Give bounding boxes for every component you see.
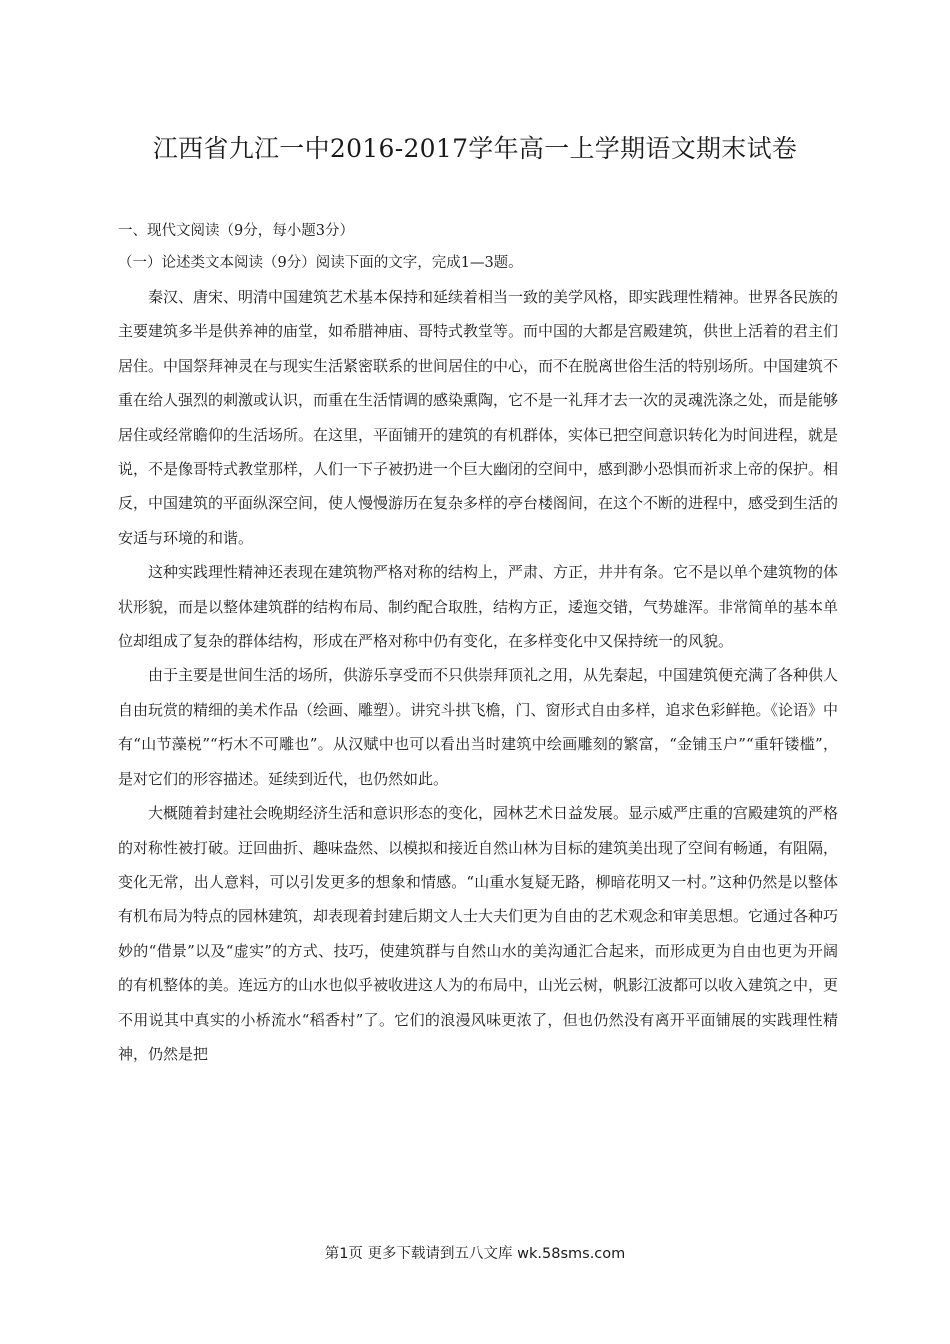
paragraph-1: 秦汉、唐宋、明清中国建筑艺术基本保持和延续着相当一致的美学风格，即实践理性精神。世界各民族的主要建筑多半是供养神的庙堂，如希腊神庙、哥特式教堂等。而中国的大都是宫殿建筑，供世上活着的君主们居住。中国祭拜神灵在与现实生活紧密联系的世间居住的中心，而不在脱离世俗生活的特别场所。中国建筑不重在给人强烈的刺激或认识，而重在生活情调的感染熏陶，它不是一礼拜才去一次的灵魂洗涤之处，而是能够居住或经常瞻仰的生活场所。在这里，平面铺开的建筑的有机群体，实体已把空间意识转化为时间进程，就是说，不是像哥特式教堂那样，人们一下子被扔进一个巨大幽闭的空间中，感到渺小恐惧而祈求上帝的保护。相反，中国建筑的平面纵深空间，使人慢慢游历在复杂多样的亭台楼阁间，在这个不断的进程中，感受到生活的安适与环境的和谐。: [118, 288, 839, 547]
paragraph-2: 这种实践理性精神还表现在建筑物严格对称的结构上，严肃、方正，井井有条。它不是以单个建筑物的体状形貌，而是以整体建筑群的结构布局、制约配合取胜，结构方正，逶迤交错，气势雄浑。非常简单的基本单位却组成了复杂的群体结构，形成在严格对称中仍有变化，在多样变化中又保持统一的风貌。: [118, 563, 839, 651]
document-body: [118, 220, 838, 1071]
paragraph-4: 大概随着封建社会晚期经济生活和意识形态的变化，园林艺术日益发展。显示威严庄重的宫殿建筑的严格的对称性被打破。迂回曲折、趣味盎然、以模拟和接近自然山林为目标的建筑美出现了空间有畅通，有阻隔，变化无常，出人意料，可以引发更多的想象和情感。“山重水复疑无路，柳暗花明又一村。”这种仍然是以整体有机布局为特点的园林建筑，却表现着封建后期文人士大夫们更为自由的艺术观念和审美思想。它通过各种巧妙的“借景”以及“虚实”的方式、技巧，使建筑群与自然山水的美沟通汇合起来，而形成更为自由也更为开阔的有机整体的美。连远方的山水也似乎被收进这人为的布局中，山光云树，帆影江波都可以收入建筑之中，更不用说其中真实的小桥流水“稻香村”了。它们的浪漫风味更浓了，但也仍然没有离开平面铺展的实践理性精神，仍然是把: [118, 804, 839, 1063]
paragraph-3: 由于主要是世间生活的场所，供游乐享受而不只供崇拜顶礼之用，从先秦起，中国建筑便充满了各种供人自由玩赏的精细的美术作品（绘画、雕塑）。讲究斗拱飞檐，门、窗形式自由多样，追求色彩鲜艳。《论语》中有“山节藻棁”“朽木不可雕也”。从汉赋中也可以看出当时建筑中绘画雕刻的繁富，“金铺玉户”“重轩镂槛”，是对它们的形容描述。延续到近代，也仍然如此。: [118, 666, 839, 788]
page-footer: 第1页 更多下载请到五八文库 wk.58sms.com: [324, 1246, 626, 1262]
section-heading: 一、现代文阅读（9分，每小题3分）: [118, 223, 354, 239]
document-title: 江西省九江一中2016-2017学年高一上学期语文期末试卷: [152, 134, 798, 163]
subsection-heading: （一）论述类文本阅读（9分）阅读下面的文字，完成1—3题。: [118, 255, 523, 271]
